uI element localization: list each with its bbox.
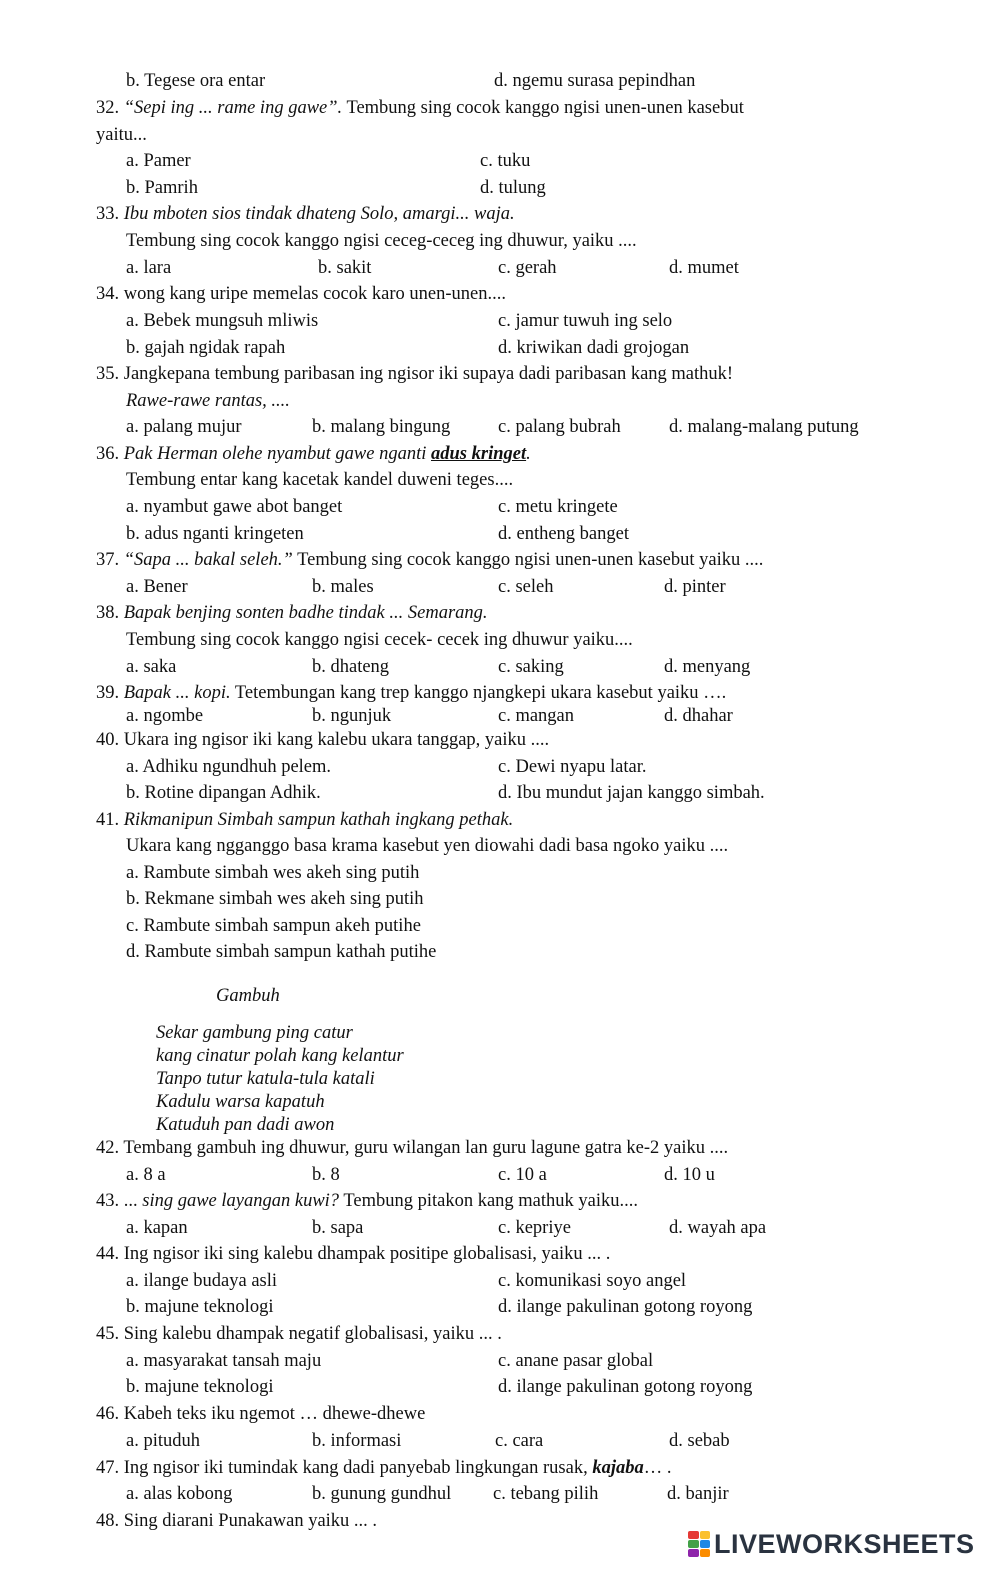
q42-option-a: a. 8 a [126,1165,166,1185]
q38-question-line2: Tembung sing cocok kanggo ngisi cecek- cecek ing dhuwur yaiku.... [126,630,633,650]
q44-question: 44. Ing ngisor iki sing kalebu dhampak positipe globalisasi, yaiku ... . [96,1244,611,1264]
q44-option-a: a. ilange budaya asli [126,1271,278,1291]
logo-square [700,1549,711,1557]
q39-number: 39. [96,683,120,703]
q43-option-b: b. sapa [312,1218,364,1238]
q35-option-c: c. palang bubrah [498,417,621,437]
q42-option-c: c. 10 a [498,1165,547,1185]
q37-quote: “Sapa ... bakal seleh.” [123,550,293,570]
q33-question [96,203,515,225]
q37-question [96,549,763,571]
poem-line-5: Katuduh pan dadi awon [156,1115,335,1135]
q41-option-d: d. Rambute simbah sampun kathah putihe [126,942,437,962]
q37-option-c: c. seleh [498,577,554,597]
q38-option-d: d. menyang [664,657,751,677]
q46-question: 46. Kabeh teks iku ngemot … dhewe-dhewe [96,1404,426,1424]
q41-option-c: c. Rambute simbah sampun akeh putihe [126,916,421,936]
q45-option-b: b. majune teknologi [126,1377,274,1397]
logo-square [688,1531,699,1539]
q35-option-a: a. palang mujur [126,417,242,437]
q33-question-line2: Tembung sing cocok kanggo ngisi ceceg-ceceg ing dhuwur, yaiku .... [126,231,637,251]
q37-option-d: d. pinter [664,577,726,597]
q42-option-b: b. 8 [312,1165,340,1185]
q38-option-c: c. saking [498,657,564,677]
poem-line-3: Tanpo tutur katula-tula katali [156,1069,375,1089]
q43-text: sing gawe layangan kuwi? [137,1191,340,1211]
q48-question: 48. Sing diarani Punakawan yaiku ... . [96,1511,378,1531]
q47-end: … . [643,1458,672,1478]
q47-option-c: c. tebang pilih [493,1484,599,1504]
q41-number: 41. [96,810,120,830]
logo-square [688,1540,699,1548]
poem-line-4: Kadulu warsa kapatuh [156,1092,325,1112]
q44-option-b: b. majune teknologi [126,1297,274,1317]
q35-proverb: Rawe-rawe rantas, .... [126,391,290,411]
q36-option-d: d. entheng banget [498,524,629,544]
q33-number: 33. [96,204,120,224]
q33-option-b: b. sakit [318,258,372,278]
q37-option-a: a. Bener [126,577,188,597]
q40-option-b: b. Rotine dipangan Adhik. [126,783,321,803]
q39-option-c: c. mangan [498,706,575,726]
q45-option-a: a. masyarakat tansah maju [126,1351,322,1371]
q33-option-d: d. mumet [669,258,739,278]
q33-option-a: a. lara [126,258,172,278]
q34-option-b: b. gajah ngidak rapah [126,338,286,358]
q31-option-d: d. ngemu surasa pepindhan [494,71,696,91]
poem-title: Gambuh [216,986,280,1006]
q43-option-c: c. kepriye [498,1218,571,1238]
q39-option-b: b. ngunjuk [312,706,392,726]
q41-option-b: b. Rekmane simbah wes akeh sing putih [126,889,424,909]
q35-option-b: b. malang bingung [312,417,451,437]
q32-question-line2: yaitu... [96,125,147,145]
q36-number: 36. [96,444,120,464]
q38-question [96,602,488,624]
logo-square [688,1549,699,1557]
q41-text: Rikmanipun Simbah sampun kathah ingkang pethak. [123,810,514,830]
q38-option-a: a. saka [126,657,177,677]
q43-question [96,1190,638,1212]
q38-number: 38. [96,603,120,623]
q39-rest: Tetembungan kang trep kanggo njangkepi ukara kasebut yaiku …. [230,683,727,703]
q36-option-a: a. nyambut gawe abot banget [126,497,343,517]
q40-question: 40. Ukara ing ngisor iki kang kalebu ukara tanggap, yaiku .... [96,730,550,750]
q46-option-d: d. sebab [669,1431,730,1451]
q34-option-c: c. jamur tuwuh ing selo [498,311,673,331]
q32-text: Tembung sing cocok kanggo ngisi unen-unen kasebut [342,98,744,118]
q47-text: 47. Ing ngisor iki tumindak kang dadi panyebab lingkungan rusak, [96,1458,593,1478]
q40-option-c: c. Dewi nyapu latar. [498,757,647,777]
q32-question [96,97,744,119]
q45-option-d: d. ilange pakulinan gotong royong [498,1377,753,1397]
q46-option-a: a. pituduh [126,1431,200,1451]
q36-option-b: b. adus nganti kringeten [126,524,304,544]
q44-option-c: c. komunikasi soyo angel [498,1271,687,1291]
q41-question-line2: Ukara kang ngganggo basa krama kasebut yen diowahi dadi basa ngoko yaiku .... [126,836,729,856]
poem-line-2: kang cinatur polah kang kelantur [156,1046,404,1066]
q34-option-a: a. Bebek mungsuh mliwis [126,311,319,331]
q41-question [96,809,513,831]
q35-option-d: d. malang-malang putung [669,417,859,437]
q39-option-a: a. ngombe [126,706,204,726]
q41-option-a: a. Rambute simbah wes akeh sing putih [126,863,420,883]
q38-option-b: b. dhateng [312,657,390,677]
q47-bold-word: kajaba [592,1458,644,1478]
q36-option-c: c. metu kringete [498,497,618,517]
q43-option-d: d. wayah apa [669,1218,767,1238]
q43-option-a: a. kapan [126,1218,188,1238]
q45-option-c: c. anane pasar global [498,1351,654,1371]
q34-question: 34. wong kang uripe memelas cocok karo unen-unen.... [96,284,506,304]
q32-quote: “Sepi ing ... rame ing gawe”. [123,98,343,118]
logo-mark-icon [688,1531,710,1557]
q31-option-b: b. Tegese ora entar [126,71,266,91]
q38-text: Bapak benjing sonten badhe tindak ... Semarang. [123,603,488,623]
q36-question-line2: Tembung entar kang kacetak kandel duweni teges.... [126,470,514,490]
q37-text: Tembung sing cocok kanggo ngisi unen-unen kasebut yaiku .... [292,550,764,570]
logo-square [700,1531,711,1539]
q35-question: 35. Jangkepana tembung paribasan ing ngisor iki supaya dadi paribasan kang mathuk! [96,364,734,384]
q37-number: 37. [96,550,120,570]
poem-line-1: Sekar gambung ping catur [156,1023,353,1043]
q47-option-a: a. alas kobong [126,1484,233,1504]
q42-option-d: d. 10 u [664,1165,715,1185]
q32-option-d: d. tulung [480,178,546,198]
q36-text: Pak Herman olehe nyambut gawe nganti [123,444,431,464]
q47-question [96,1457,671,1479]
q36-bold-phrase: adus kringet [431,444,527,464]
q39-option-d: d. dhahar [664,706,733,726]
q33-option-c: c. gerah [498,258,557,278]
q32-option-a: a. Pamer [126,151,191,171]
q40-option-d: d. Ibu mundut jajan kanggo simbah. [498,783,765,803]
q40-option-a: a. Adhiku ngundhuh pelem. [126,757,332,777]
q43-rest: Tembung pitakon kang mathuk yaiku.... [339,1191,639,1211]
q34-option-d: d. kriwikan dadi grojogan [498,338,690,358]
q47-option-b: b. gunung gundhul [312,1484,452,1504]
q42-question: 42. Tembang gambuh ing dhuwur, guru wilangan lan guru lagune gatra ke-2 yaiku .... [96,1138,729,1158]
logo-square [700,1540,711,1548]
q36-end: . [526,444,531,464]
q43-number: 43. ... [96,1191,138,1211]
q46-option-c: c. cara [495,1431,544,1451]
liveworksheets-logo [688,1528,975,1560]
q32-number: 32. [96,98,120,118]
q37-option-b: b. males [312,577,374,597]
q44-option-d: d. ilange pakulinan gotong royong [498,1297,753,1317]
q47-option-d: d. banjir [667,1484,729,1504]
q39-question [96,682,726,704]
q32-option-b: b. Pamrih [126,178,198,198]
q39-text: Bapak ... kopi. [123,683,231,703]
logo-text: LIVEWORKSHEETS [714,1528,975,1559]
q33-text: Ibu mboten sios tindak dhateng Solo, amargi... waja. [123,204,515,224]
q46-option-b: b. informasi [312,1431,402,1451]
q32-option-c: c. tuku [480,151,531,171]
q36-question [96,443,531,465]
q45-question: 45. Sing kalebu dhampak negatif globalisasi, yaiku ... . [96,1324,502,1344]
